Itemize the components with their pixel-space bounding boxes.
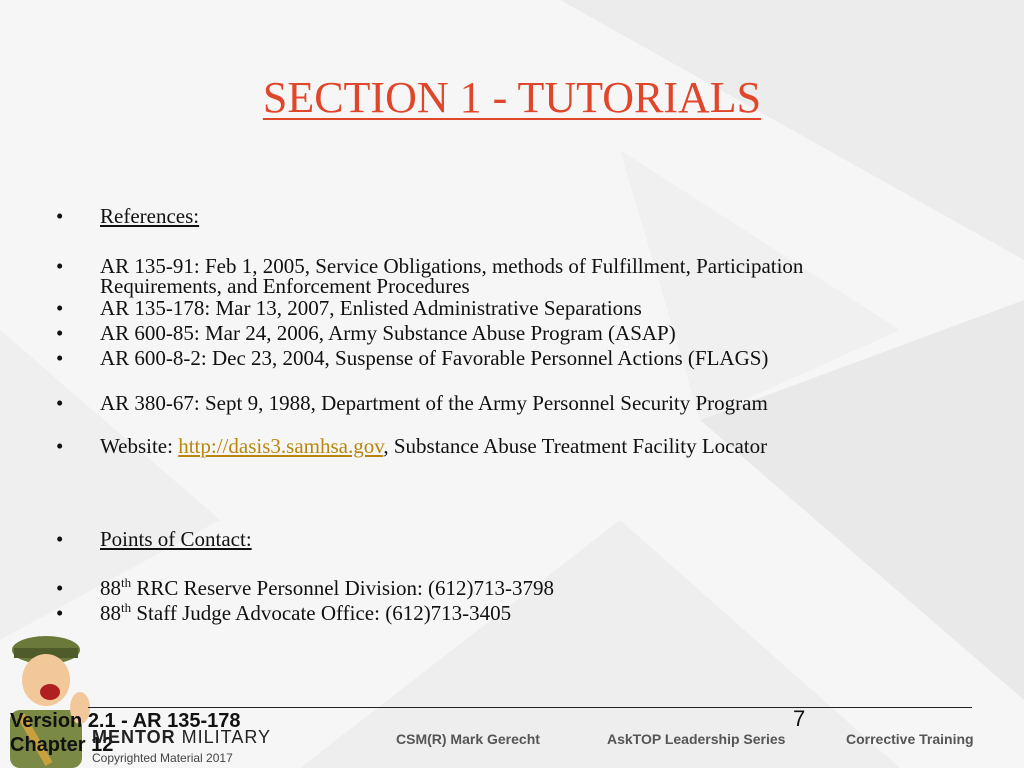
footer-version: Version 2.1 - AR 135-178 Chapter 12 bbox=[10, 710, 241, 756]
footer-series: AskTOP Leadership Series bbox=[607, 731, 786, 747]
samhsa-link[interactable]: http://dasis3.samhsa.gov bbox=[178, 434, 384, 458]
mentor-military-logo: MENTOR MILITARY bbox=[92, 727, 272, 747]
page-number: 7 bbox=[793, 706, 806, 731]
footer-divider bbox=[88, 707, 972, 708]
footer-author: CSM(R) Mark Gerecht bbox=[396, 731, 540, 747]
footer-chapter: Chapter 12 bbox=[10, 734, 114, 756]
slide: SECTION 1 - TUTORIALS • References: • AR 135-91: Feb 1, 2005, Service Obligations, methods of Fulfillment, Participation Requirements, and Enforcement Procedures • AR 135-178: Mar 13, 2007, Enlisted Administrative Separations • AR 600-85: Mar 24, 2006, Army Substance Abuse Program (ASAP) • AR 600-8-2: Dec 23, 2004, Suspense of Favorable Personnel Actions (FLAGS) • AR 380-67: Sept 9, 1988, Department of the Army Personnel Security Program • Website: http://dasis3.samhsa.gov, Substance Abuse Treatment Facility Locator • Points of Contact: • 88th RRC Reserve Personnel Division: (612)713-3798 • 88th Staff Judge Advocate Office: (612)713-3405 Version 2.1 - AR 135-178 Chapter 12 7 MENTOR MILITARY Copyrighted Material 2017 CSM(R) Mark Gerecht AskTOP Leadership Series Corrective Training bbox=[0, 0, 1024, 768]
footer-topic: Corrective Training bbox=[846, 731, 974, 747]
copyright-text: Copyrighted Material 2017 bbox=[92, 751, 233, 765]
slide-title: SECTION 1 - TUTORIALS bbox=[262, 73, 762, 122]
